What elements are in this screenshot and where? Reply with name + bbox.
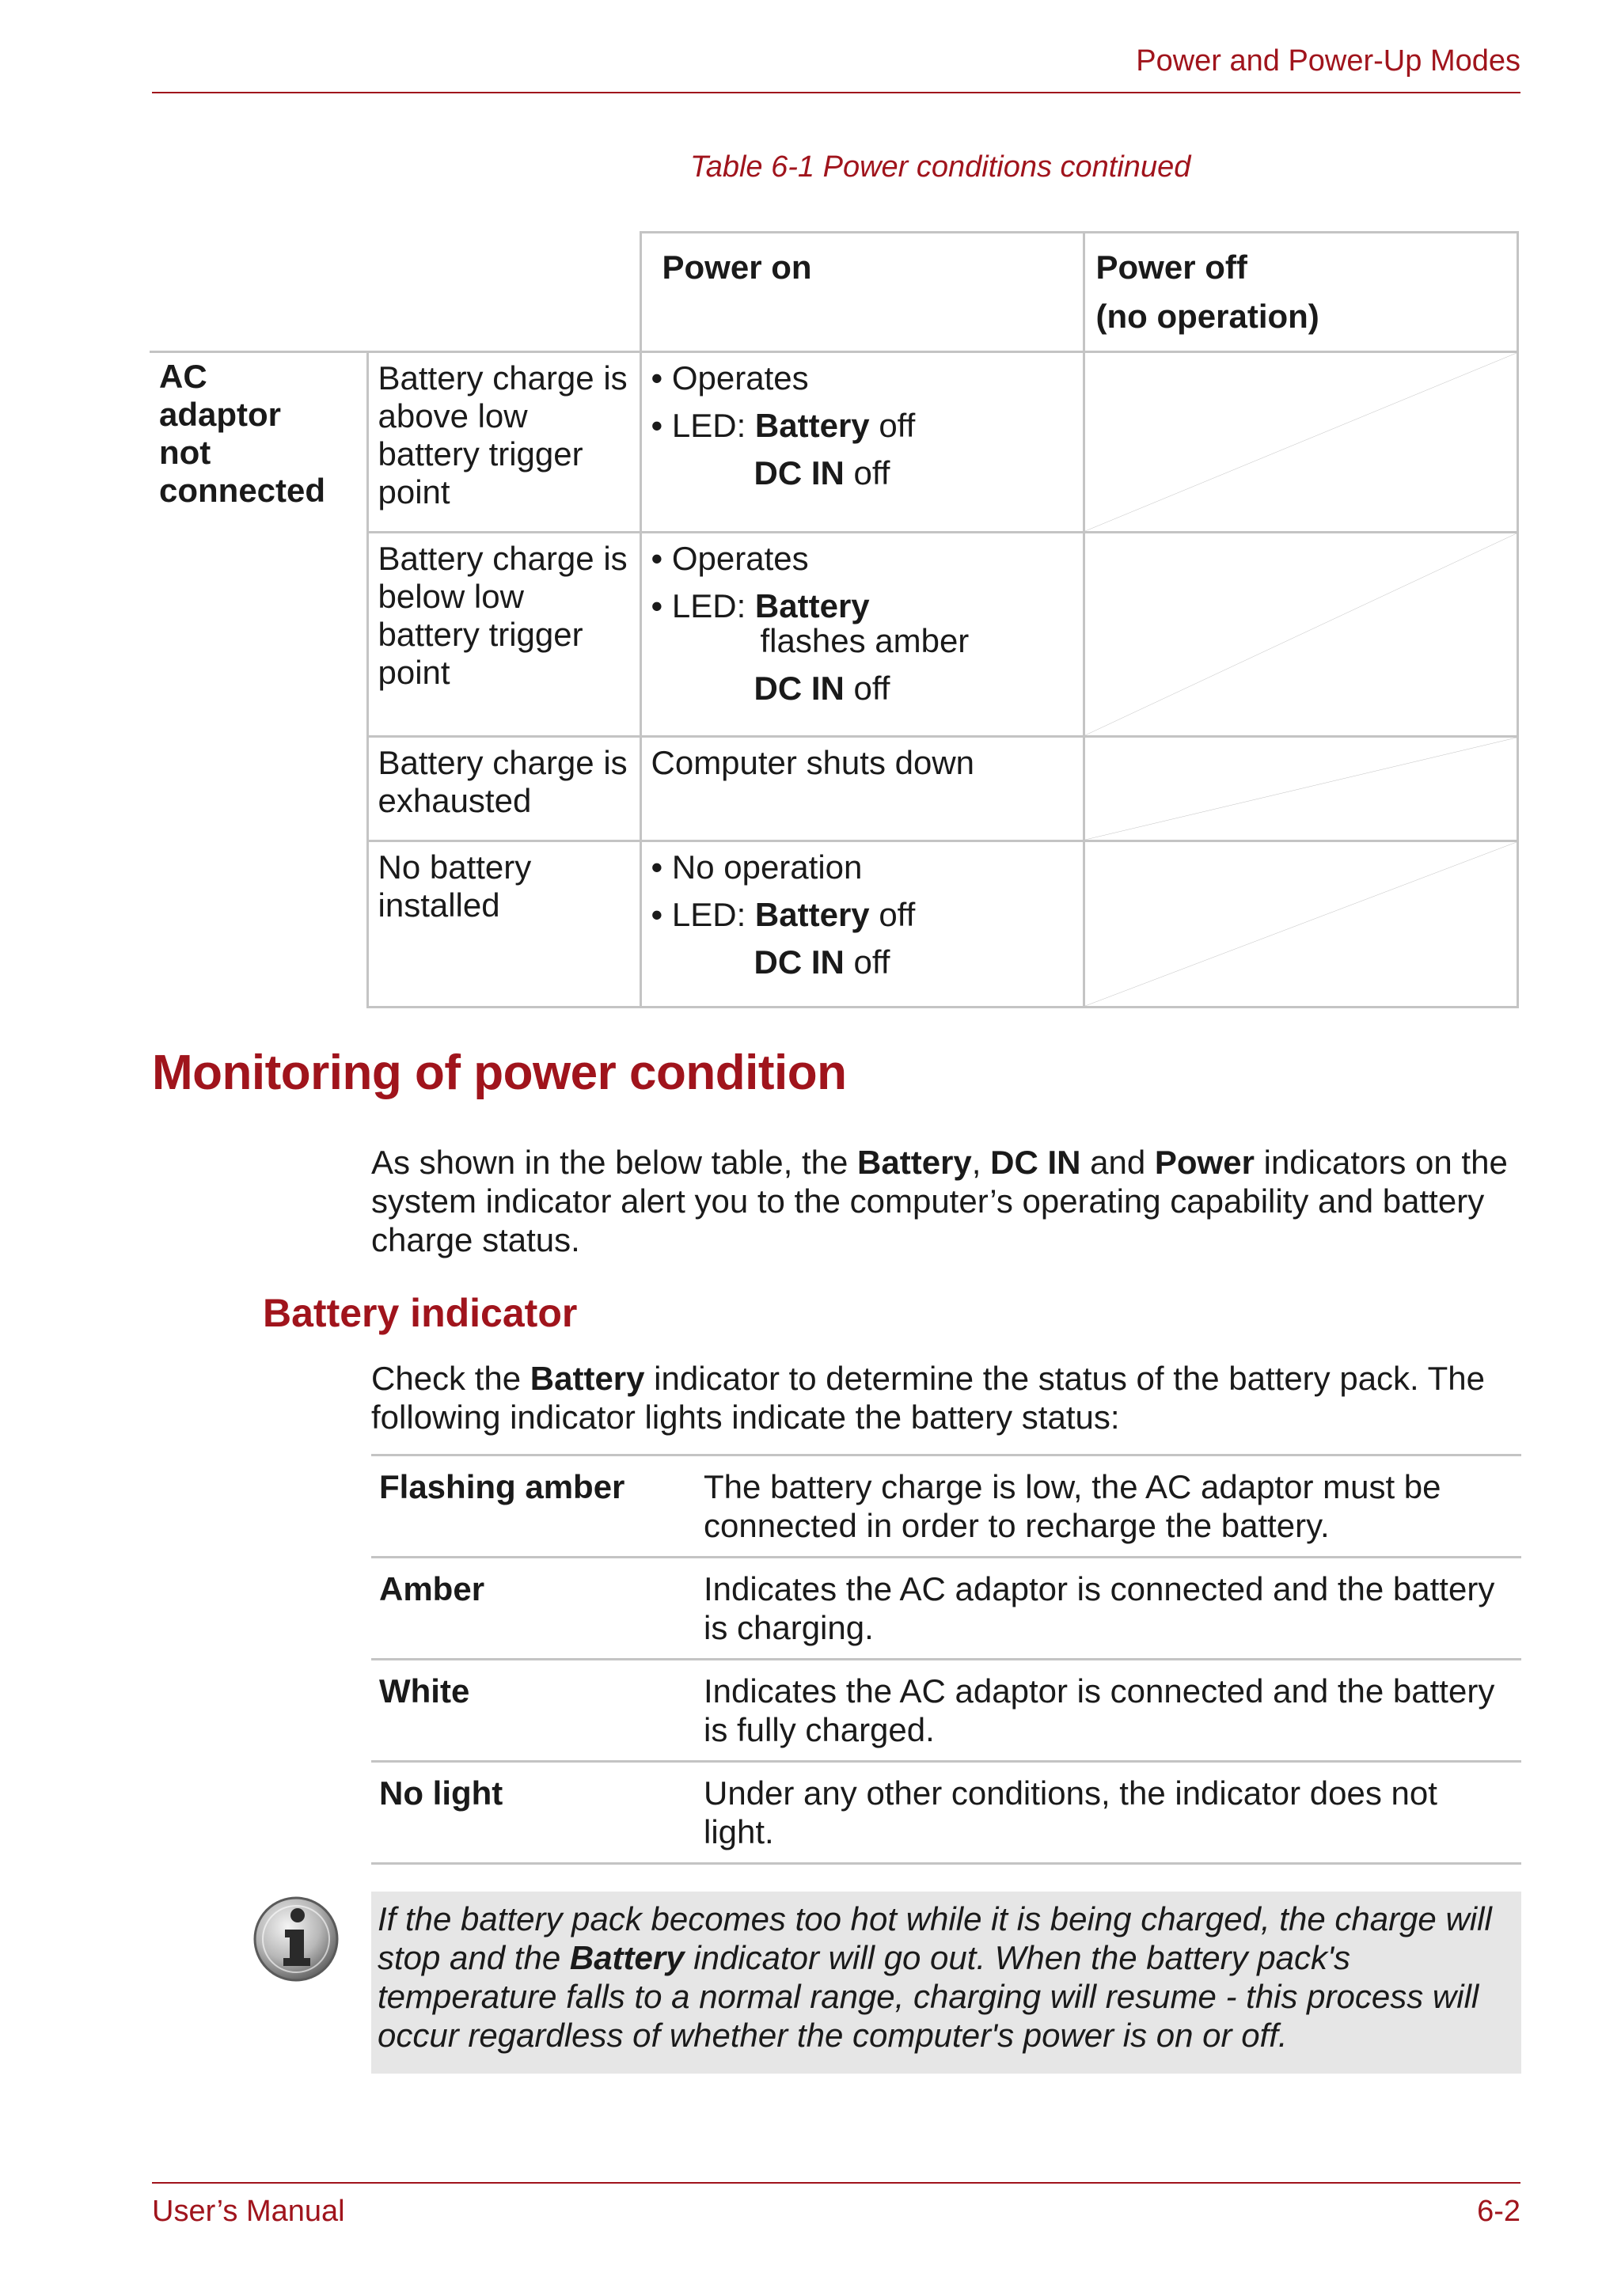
power-on-cell: • Operates • LED: Battery off DC IN off	[640, 352, 1084, 533]
table-header-row	[150, 233, 1517, 352]
table-row	[371, 1762, 1521, 1864]
section-title: Monitoring of power condition	[152, 1046, 847, 1100]
page-footer	[152, 2182, 1520, 2231]
empty-corner-cell	[150, 233, 640, 352]
table-row	[371, 1455, 1521, 1558]
power-conditions-table	[150, 231, 1519, 1008]
note-box	[371, 1892, 1521, 2074]
indicator-description: Under any other conditions, the indicator does not light.	[696, 1762, 1521, 1864]
section-paragraph: As shown in the below table, the Battery, DC IN and Power indicators on the system indicator alert you to the computer’s operating capability and battery charge status.	[371, 1144, 1508, 1258]
indicator-state: White	[371, 1660, 696, 1762]
power-off-cell	[1084, 737, 1517, 841]
row-group-header: AC adaptor not connected	[150, 352, 367, 1008]
note-text: If the battery pack becomes too hot while it is being charged, the charge will stop and the Battery indicator will go out. When the battery pack's temperature falls to a normal range, charging will resume - this process will occur regardless of whether the computer's power is on or off.	[378, 1900, 1492, 2054]
page-number: 6-2	[1477, 2195, 1520, 2228]
subsection-title: Battery indicator	[263, 1291, 578, 1335]
indicator-state: Amber	[371, 1558, 696, 1660]
table-row	[371, 1558, 1521, 1660]
power-off-cell	[1084, 841, 1517, 1008]
indicator-state: No light	[371, 1762, 696, 1864]
col-header-power-off: Power off (no operation)	[1084, 233, 1517, 352]
indicator-description: Indicates the AC adaptor is connected and the battery is fully charged.	[696, 1660, 1521, 1762]
battery-intro-paragraph: Check the Battery indicator to determine the status of the battery pack. The following indicator lights indicate the battery status:	[371, 1360, 1485, 1436]
col-header-power-on: Power on	[640, 233, 1084, 352]
condition-cell: No battery installed	[367, 841, 640, 1008]
power-on-cell: • Operates • LED: Battery flashes amber DC IN off	[640, 533, 1084, 737]
indicator-description: The battery charge is low, the AC adaptor must be connected in order to recharge the battery.	[696, 1455, 1521, 1558]
header-title: Power and Power-Up Modes	[1136, 44, 1520, 78]
page-header	[152, 44, 1520, 93]
power-on-cell: Computer shuts down	[640, 737, 1084, 841]
table-caption: Table 6-1 Power conditions continued	[690, 150, 1191, 184]
condition-cell: Battery charge is exhausted	[367, 737, 640, 841]
battery-indicator-table	[371, 1454, 1521, 1865]
power-on-cell: • No operation • LED: Battery off DC IN off	[640, 841, 1084, 1008]
condition-cell: Battery charge is above low battery trigger point	[367, 352, 640, 533]
power-off-cell	[1084, 352, 1517, 533]
info-icon	[252, 1895, 340, 1983]
indicator-state: Flashing amber	[371, 1455, 696, 1558]
table-row	[150, 352, 1517, 533]
footer-manual-label: User’s Manual	[152, 2195, 345, 2228]
indicator-description: Indicates the AC adaptor is connected and the battery is charging.	[696, 1558, 1521, 1660]
table-row	[371, 1660, 1521, 1762]
condition-cell: Battery charge is below low battery trigger point	[367, 533, 640, 737]
power-off-cell	[1084, 533, 1517, 737]
